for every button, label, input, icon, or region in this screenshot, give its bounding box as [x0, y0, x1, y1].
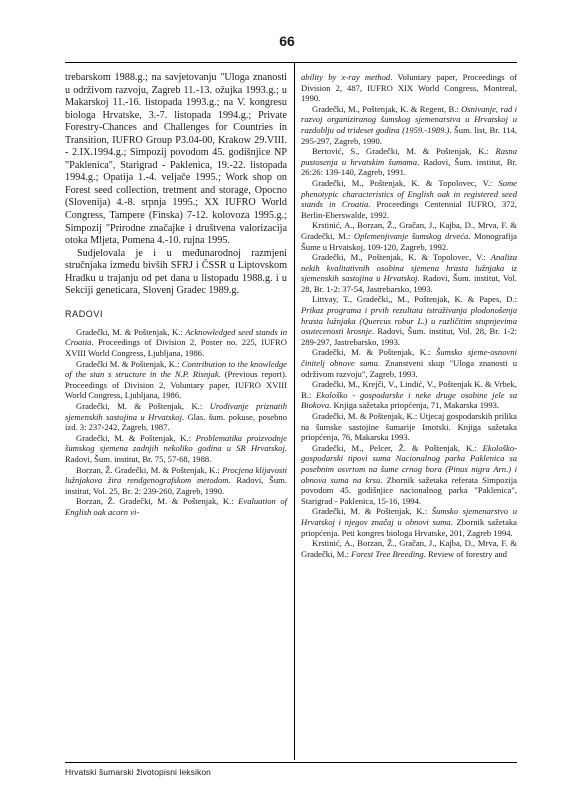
reference-source: . Proceedings Centennial IUFRO, 372, Berlin-Eberswalde, 1992.	[301, 199, 517, 220]
reference-entry	[301, 443, 517, 507]
reference-title: Some phenotypic characteristics of English oak in registered seed stands in Croatia	[301, 177, 517, 210]
reference-title: Contribution to the knowledge of the stan s structure in the N.P. Risnjak	[65, 358, 287, 380]
reference-source: . Radovi, Šum. institut, Vol. 25, Br. 2: 239-260, Zagreb, 1990.	[65, 475, 288, 496]
reference-authors: Bertović, S., Gradečki, M. & Poštenjak, K.:	[312, 146, 496, 157]
reference-entry	[301, 220, 517, 252]
bottom-rule	[65, 762, 517, 763]
reference-list-right	[301, 72, 517, 559]
reference-authors: Gradečki, M. & Poštenjak, K.:	[76, 401, 210, 411]
reference-title: Procjena klijavosti lužnjakova žira rendgenografskom metodom	[65, 464, 288, 486]
reference-source: . Radovi, Šum. institut, Vol. 28, Br. 1-2: 37-54, Jastrebarsko, 1993.	[301, 273, 517, 294]
top-rule	[65, 62, 517, 63]
reference-title: Ekološko-gospodarski tipovi suma Nacionalnog parka Paklenica sa posebnim osvrtom na šume crnog bora (Pinus nigra Arn.) i obnova suma na krsu	[301, 442, 517, 485]
reference-title: Ekološko - gospodarske i neke druge osobine jele sa Biokova	[301, 389, 517, 411]
reference-source: . Knjiga sažetaka priopćenja, 71, Makarska 1993.	[329, 400, 500, 411]
reference-authors: Gradečki, M. & Poštenjak, K.:	[76, 326, 186, 337]
reference-entry	[301, 379, 517, 411]
reference-entry	[301, 178, 517, 220]
page-number: 66	[279, 33, 295, 49]
reference-entry	[301, 538, 517, 559]
reference-source: . Zbornik sažetaka referata Simpozija povodom 45. godišnjice nacionalnog parka "Paklenica", Starigrad - Paklenica, 15-16, 1994.	[301, 474, 517, 506]
reference-authors: Gradečki, M. & Poštenjak, K.:	[312, 506, 432, 517]
reference-entry	[65, 327, 287, 359]
reference-title: Prikaz programa i prvih rezultata istraživanja plodonošenja hrasta lužnjaka (Quercus robur L.) u različitim stupnjevima osutecenosti krosnje	[301, 305, 517, 337]
reference-entry	[65, 359, 287, 401]
reference-authors: Gradečki, M., Poštenjak, K. & Topolovec, V.:	[312, 252, 491, 263]
reference-source: . Znanstveni skup "Uloga znanosti u održivom razvoju", Zagreb, 1993.	[301, 358, 517, 379]
reference-source: . Radovi, Šum. institut, Vol. 28, Br. 1-2: 289-297, Jastrebarsko, 1993.	[301, 326, 517, 347]
bio-paragraph: Sudjelovala je i u međunarodnoj razmjeni stručnjaka između bivših SFRJ i ČSSR u Liptovskom Hradku u trajanju od pet dana u listopadu 1988.g. i u Sekciji geneticara, Slovenj Gradec 1989.g.	[65, 247, 287, 297]
reference-source: . Radovi, Šum. institut, Br. 26:26: 139-140, Zagreb, 1991.	[301, 156, 517, 178]
reference-title: Evaluation of English oak acorn vi-	[65, 496, 287, 517]
reference-title: Acknowledged seed stands in Croatia	[65, 326, 287, 348]
reference-entry	[301, 347, 517, 379]
reference-entry	[301, 146, 517, 178]
reference-authors: Gradečki, M. & Poštenjak, K.:	[312, 347, 437, 358]
reference-title: Forest Tree Breeding	[351, 548, 424, 559]
reference-title: Šumsko sjeme-osnovni činitelj obnove suma	[301, 347, 517, 369]
reference-entry	[65, 465, 287, 497]
right-column	[301, 72, 517, 559]
reference-source: . Voluntary paper, Proceedings of Division 2, 487, IUFRO XIX World Congress, Montreal, 1990.	[301, 72, 517, 104]
reference-entry	[301, 294, 517, 347]
section-heading-radovi: RADOVI	[65, 308, 104, 319]
reference-entry	[301, 411, 517, 443]
reference-authors: Krstinić, A., Borzan, Ž., Gračan, J., Kajba, D., Mrva, F. & Gradečki, M.:	[301, 538, 517, 559]
reference-title: Urođivanje priznatih sjemenskih sastojina u Hrvatskoj	[65, 401, 287, 422]
reference-authors: Littvay, T., Gradečki,, M., Poštenjak, K. & Papes, D.:	[312, 294, 517, 305]
bio-paragraph: trebarskom 1988.g.; na savjetovanju "Uloga znanosti u održivom razvoju, Zagreb 11.-13. ožujka 1993.g.; u Makarskoj 11.-16. listopada 1993.g.; na V. kongresu biologa Hrvatske, 3.-7. listopada 1994.g.; Private Forestry-Chances and Challenges for Countries in Transition, IUFRO Group P3.04-00, Krakow 29.VIII. - 2.IX.1994.g.; Simpozij povodom 45. godišnjice NP "Paklenica", Starigrad - Paklenica, 19.-22. listopada 1994.g.; Opatija 1.-4. veljače 1995.; Work shop on Forest seed collection, tretment and storage, Opocno (Slovenija) 4.-8. srpnja 1995.; XX IUFRO World Congress, Tampere (Finska) 7-12. kolovoza 1995.g.; Simpozij "Prirodne značajke i društvena valorizacija otoka Mljeta, Pomena 4.-10. rujna 1995.	[65, 72, 287, 247]
reference-authors: Gradečki, M. & Poštenjak, K.: Utjecaj gospodarskih prilika na šumske sastojine šumarije Imotski. Knjiga sažetaka priopćenja, 76, Makarska 1993.	[301, 411, 517, 443]
left-column	[65, 72, 287, 518]
reference-source: . Zbornik sažetaka priopćenja. Peti kongres biologa Hrvatske, 201, Zagreb 1994.	[301, 516, 517, 538]
reference-authors: Krstinić, A., Borzan, Ž., Gračan, J., Kajba, D., Mrva, F. & Gradečki, M.:	[301, 220, 517, 241]
footer-text: Hrvatski šumarski životopisni leksikon	[65, 767, 211, 777]
reference-title: Oplemenjivanje šumskog drveća	[353, 230, 469, 241]
reference-entry	[301, 506, 517, 538]
reference-title: Šumsko sjemenarstvo u Hrvatskoj i njegov značaj u obnovi suma	[301, 506, 517, 527]
reference-title: Rasna pustosenja u hrvatskim šumama	[301, 146, 517, 167]
column-divider	[294, 63, 295, 760]
reference-source: . Šum. list, Br. 114, 295-297, Zagreb, 1990.	[301, 124, 517, 146]
reference-title: ability by x-ray method	[301, 72, 391, 82]
reference-source: . Radovi, Šum. institut, Br. 75, 57-68, 1988.	[65, 443, 287, 464]
reference-authors: Gradečki, M., Pelcer, Ž. & Poštenjak, K.:	[312, 442, 483, 453]
reference-list-left	[65, 327, 287, 518]
reference-authors: Gradečki, M., Poštenjak, K. & Regent, B.:	[312, 103, 462, 114]
reference-title: Problematika proizvodnje šumskog sjemena zadnjih nekoliko godina u SR Hrvatskoj	[65, 432, 287, 454]
reference-source: . Monografija Šume u Hrvatskoj, 109-120, Zagreb, 1992.	[301, 230, 517, 252]
reference-authors: Gradečki, M., Poštenjak, K. & Topolovec, V.:	[312, 177, 499, 188]
reference-authors: Gradečki, M., Krejči, V., Lindić, V., Poštenjak K. & Vrbek, B.:	[301, 379, 517, 400]
reference-source: . (Previous report). Proceedings of Division 2, Voluntary paper, IUFRO XVIII World Congress, Ljubljana, 1986.	[65, 369, 287, 401]
reference-entry	[65, 496, 287, 517]
reference-entry	[301, 72, 517, 104]
reference-source: . Review of forestry and	[423, 548, 507, 559]
reference-source: . Proceedings of Division 2, Poster no. 225, IUFRO XVIII World Congress, Ljubljana, 1986.	[65, 337, 287, 359]
reference-source: . Glas. šum. pokuse, posebno izd. 3: 237-242, Zagreb, 1987.	[65, 411, 287, 433]
reference-entry	[65, 433, 287, 465]
reference-entry	[301, 252, 517, 294]
reference-entry	[65, 401, 287, 433]
reference-authors: Borzan, Ž. Gradečki, M. & Poštenjak, K.:	[76, 496, 239, 507]
reference-title: Osnivanje, rad i razvoj organiziranog šumskog sjemenarstva u Hrvatskoj u razdoblju od trideset godina (1959.-1989.)	[301, 103, 518, 135]
reference-title: Analiza nekih kvalitativnih osobina sjemena hrasta lužnjaka iz sjemenskih sastojina u Hrvatskoj	[301, 252, 517, 284]
reference-entry	[301, 104, 517, 146]
reference-authors: Gradečki M. & Poštenjak, K.:	[76, 358, 182, 369]
reference-authors: Borzan, Ž. Gradečki, M. & Poštenjak, K.:	[76, 464, 223, 475]
reference-authors: Gradečki, M. & Poštenjak, K.:	[76, 432, 196, 443]
